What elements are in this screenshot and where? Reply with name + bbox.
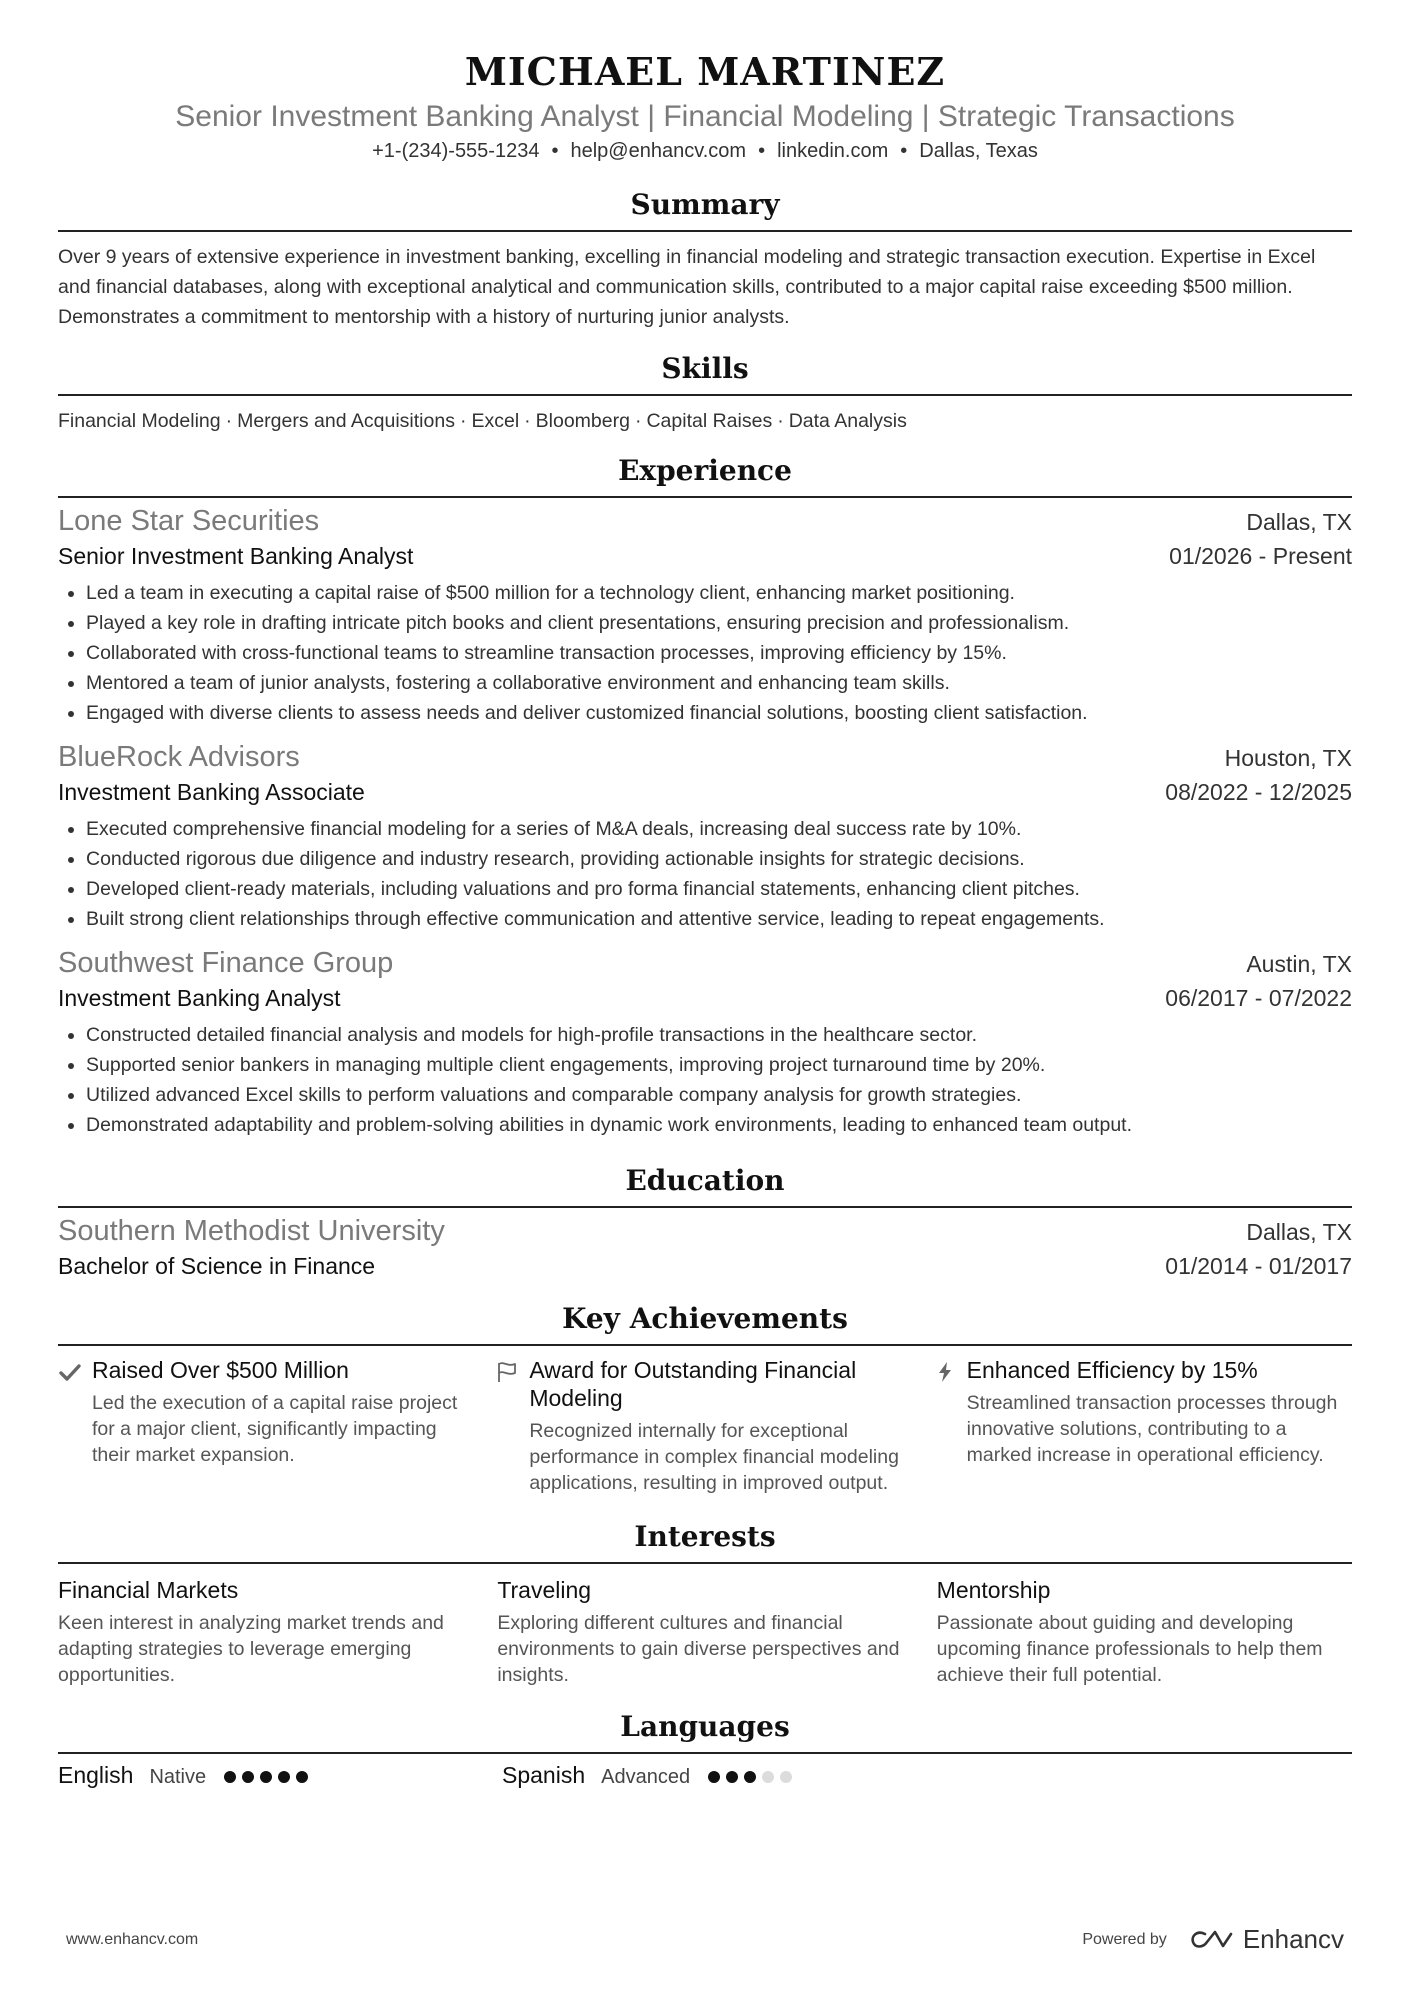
interest-item	[937, 1574, 1352, 1688]
education-header-row	[58, 1212, 1352, 1250]
experience-role-row	[58, 776, 1352, 808]
section-divider	[58, 394, 1352, 396]
interest-description: Passionate about guiding and developing upcoming finance professionals to help them achieve their full potential.	[936, 1612, 1323, 1686]
summary-text: Over 9 years of extensive experience in investment banking, excelling in financial modeling and strategic transaction execution. Expertise in Excel and financial databases, along with exceptional analytical and communication skills, contributed to a major capital raise exceeding $500 million. Demonstrates a commitment to mentorship with a history of nurturing junior analysts.	[58, 246, 1316, 328]
rating-dot-filled	[242, 1771, 254, 1783]
contact-email[interactable]: help@enhancv.com	[570, 140, 747, 162]
section-divider	[58, 1344, 1352, 1346]
experience-header-row	[58, 944, 1352, 982]
enhancv-logo-icon	[1189, 1928, 1235, 1952]
achievement-description: Recognized internally for exceptional performance in complex financial modeling applications, resulting in improved output.	[529, 1420, 899, 1494]
skill-item: Bloomberg	[535, 410, 630, 432]
contact-location: Dallas, Texas	[919, 140, 1038, 162]
lightning-icon	[933, 1356, 967, 1496]
achievement-item	[58, 1356, 477, 1496]
candidate-name: MICHAEL MARTINEZ	[464, 49, 946, 94]
experience-role: Investment Banking Associate	[58, 779, 365, 805]
footer-website[interactable]: www.enhancv.com	[66, 1930, 199, 1948]
contact-separator: •	[900, 140, 908, 162]
skill-separator: ·	[225, 410, 233, 432]
contact-linkedin[interactable]: linkedin.com	[777, 140, 889, 162]
section-divider	[58, 496, 1352, 498]
skill-item: Data Analysis	[788, 410, 907, 432]
language-level: Advanced	[601, 1766, 691, 1788]
contact-separator: •	[551, 140, 559, 162]
experience-bullet: • Collaborated with cross-functional teams to streamline transaction processes, improving efficiency by 15%.	[86, 638, 1352, 668]
achievements-section	[58, 1300, 1352, 1496]
experience-list	[58, 502, 1352, 1140]
skill-item: Mergers and Acquisitions	[237, 410, 455, 432]
achievement-description: Streamlined transaction processes through innovative solutions, contributing to a marked increase in operational efficiency.	[966, 1392, 1338, 1466]
rating-dot-filled	[744, 1771, 756, 1783]
interest-item	[58, 1574, 473, 1688]
skill-separator: ·	[524, 410, 531, 432]
skill-separator: ·	[459, 410, 467, 432]
experience-section	[58, 452, 1352, 1140]
experience-role-row	[58, 540, 1352, 572]
interests-grid	[58, 1574, 1352, 1688]
skill-separator: ·	[777, 410, 784, 432]
interest-title: Financial Markets	[58, 1577, 239, 1603]
experience-location: Austin, TX	[1246, 951, 1352, 977]
experience-role-row	[58, 982, 1352, 1014]
enhancv-logo[interactable]	[1189, 1924, 1344, 1955]
skill-separator: ·	[634, 410, 642, 432]
experience-bullet: • Played a key role in drafting intricate pitch books and client presentations, ensuring precision and professionalism.	[86, 608, 1352, 638]
language-item	[502, 1762, 946, 1789]
experience-bullet: • Developed client-ready materials, including valuations and pro forma financial statements, enhancing client pitches.	[86, 874, 1352, 904]
achievements-grid	[58, 1356, 1352, 1496]
experience-company: BlueRock Advisors	[58, 741, 300, 773]
achievement-description: Led the execution of a capital raise project for a major client, significantly impacting their market expansion.	[92, 1392, 458, 1466]
achievement-title: Raised Over $500 Million	[92, 1357, 349, 1383]
experience-bullets	[58, 578, 1352, 728]
experience-header-row	[58, 502, 1352, 540]
experience-entry	[58, 944, 1352, 1140]
section-divider	[58, 230, 1352, 232]
rating-dot-empty	[762, 1771, 774, 1783]
interest-item	[497, 1574, 912, 1688]
flag-icon	[495, 1356, 529, 1496]
skill-item: Capital Raises	[646, 410, 773, 432]
candidate-headline: Senior Investment Banking Analyst | Financial Modeling | Strategic Transactions	[175, 100, 1235, 133]
experience-bullet: • Engaged with diverse clients to assess needs and deliver customized financial solutions, boosting client satisfaction.	[86, 698, 1352, 728]
contact-phone: +1-(234)-555-1234	[372, 140, 540, 162]
experience-bullets	[58, 814, 1352, 934]
experience-bullet: • Executed comprehensive financial modeling for a series of M&A deals, increasing deal success rate by 10%.	[86, 814, 1352, 844]
achievement-title: Enhanced Efficiency by 15%	[966, 1357, 1258, 1383]
skill-item: Financial Modeling	[58, 410, 221, 432]
achievement-body	[92, 1356, 477, 1496]
experience-bullet: • Supported senior bankers in managing multiple client engagements, improving project turnaround time by 20%.	[86, 1050, 1352, 1080]
section-title-interests: Interests	[634, 1520, 776, 1553]
education-degree: Bachelor of Science in Finance	[58, 1253, 376, 1279]
summary-section	[58, 186, 1352, 332]
experience-role: Senior Investment Banking Analyst	[58, 543, 414, 569]
experience-company: Southwest Finance Group	[58, 947, 394, 979]
rating-dot-filled	[726, 1771, 738, 1783]
powered-by-label: Powered by	[1082, 1930, 1167, 1948]
rating-dot-empty	[780, 1771, 792, 1783]
experience-bullet: • Mentored a team of junior analysts, fostering a collaborative environment and enhancing team skills.	[86, 668, 1352, 698]
section-divider	[58, 1562, 1352, 1564]
education-section	[58, 1162, 1352, 1282]
experience-bullet: • Constructed detailed financial analysis and models for high-profile transactions in the healthcare sector.	[86, 1020, 1352, 1050]
section-title-experience: Experience	[618, 454, 792, 487]
contact-separator: •	[758, 140, 766, 162]
experience-bullet: • Led a team in executing a capital raise of $500 million for a technology client, enhancing market positioning.	[86, 578, 1352, 608]
rating-dot-filled	[224, 1771, 236, 1783]
skills-list	[58, 406, 1352, 436]
experience-entry	[58, 502, 1352, 728]
section-title-languages: Languages	[620, 1710, 790, 1743]
education-dates: 01/2014 - 01/2017	[1165, 1253, 1352, 1279]
section-divider	[58, 1752, 1352, 1754]
experience-location: Houston, TX	[1224, 745, 1352, 771]
experience-dates: 08/2022 - 12/2025	[1165, 779, 1352, 805]
languages-grid	[58, 1762, 1352, 1789]
interest-title: Mentorship	[936, 1577, 1051, 1603]
enhancv-logo-text: Enhancv	[1242, 1924, 1344, 1954]
experience-header-row	[58, 738, 1352, 776]
rating-dot-filled	[260, 1771, 272, 1783]
education-school: Southern Methodist University	[58, 1215, 445, 1247]
section-divider	[58, 1206, 1352, 1208]
interest-title: Traveling	[497, 1577, 592, 1603]
experience-location: Dallas, TX	[1246, 509, 1352, 535]
education-detail-row	[58, 1250, 1352, 1282]
language-level: Native	[149, 1766, 207, 1788]
checkmark-icon	[58, 1356, 92, 1496]
skill-item: Excel	[471, 410, 520, 432]
language-rating	[708, 1771, 792, 1783]
section-title-achievements: Key Achievements	[562, 1302, 848, 1335]
languages-section	[58, 1708, 1352, 1789]
interest-description: Exploring different cultures and financial environments to gain diverse perspectives and insights.	[497, 1612, 900, 1686]
experience-entry	[58, 738, 1352, 934]
resume-header	[58, 48, 1352, 164]
education-location: Dallas, TX	[1246, 1219, 1352, 1245]
section-title-summary: Summary	[630, 188, 780, 221]
language-item	[58, 1762, 502, 1789]
experience-bullet: • Conducted rigorous due diligence and industry research, providing actionable insights for strategic decisions.	[86, 844, 1352, 874]
language-name: Spanish	[502, 1762, 586, 1788]
achievement-title: Award for Outstanding Financial Modeling	[529, 1357, 857, 1411]
experience-bullets	[58, 1020, 1352, 1140]
achievement-item	[495, 1356, 914, 1496]
achievement-body	[529, 1356, 914, 1496]
interests-section	[58, 1518, 1352, 1688]
section-title-skills: Skills	[661, 352, 749, 385]
rating-dot-filled	[708, 1771, 720, 1783]
rating-dot-filled	[278, 1771, 290, 1783]
experience-role: Investment Banking Analyst	[58, 985, 341, 1011]
experience-dates: 06/2017 - 07/2022	[1165, 985, 1352, 1011]
experience-bullet: • Demonstrated adaptability and problem-solving abilities in dynamic work environments, leading to enhanced team output.	[86, 1110, 1352, 1140]
footer-brand	[1082, 1924, 1344, 1955]
achievement-body	[967, 1356, 1352, 1496]
skills-section	[58, 350, 1352, 436]
achievement-item	[933, 1356, 1352, 1496]
page-footer	[66, 1924, 1344, 1955]
interest-description: Keen interest in analyzing market trends and adapting strategies to leverage emerging opportunities.	[58, 1612, 444, 1686]
experience-dates: 01/2026 - Present	[1169, 543, 1352, 569]
experience-company: Lone Star Securities	[58, 505, 320, 537]
language-rating	[224, 1771, 308, 1783]
rating-dot-filled	[296, 1771, 308, 1783]
language-name: English	[58, 1762, 134, 1788]
experience-bullet: • Utilized advanced Excel skills to perform valuations and comparable company analysis for growth strategies.	[86, 1080, 1352, 1110]
contact-line	[58, 138, 1352, 164]
experience-bullet: • Built strong client relationships through effective communication and attentive service, leading to repeat engagements.	[86, 904, 1352, 934]
section-title-education: Education	[625, 1164, 785, 1197]
